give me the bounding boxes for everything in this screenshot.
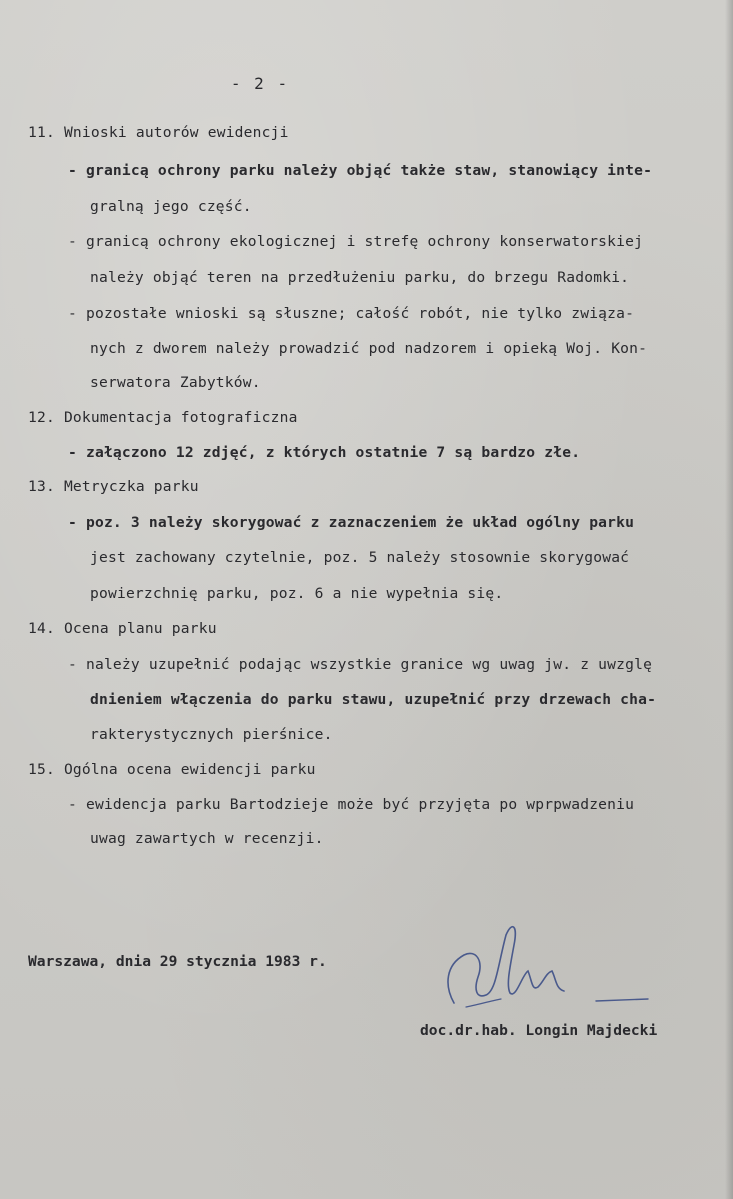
section-14-line-3: rakterystycznych pierśnice. [90, 726, 333, 743]
section-11-heading: 11. Wnioski autorów ewidencji [28, 124, 289, 141]
section-11-line-1: - granicą ochrony parku należy objąć także staw, stanowiący inte- [68, 162, 653, 179]
signatory-name: doc.dr.hab. Longin Majdecki [420, 1022, 658, 1039]
section-15-heading: 15. Ogólna ocena ewidencji parku [28, 761, 316, 778]
section-12-line-1: - załączono 12 zdjęć, z których ostatnie 7 są bardzo złe. [68, 444, 581, 461]
section-15-line-2: uwag zawartych w recenzji. [90, 830, 324, 847]
section-11-line-5: - pozostałe wnioski są słuszne; całość robót, nie tylko związa- [68, 305, 635, 322]
section-11-line-6: nych z dworem należy prowadzić pod nadzorem i opieką Woj. Kon- [90, 340, 648, 357]
section-15-line-1: - ewidencja parku Bartodzieje może być przyjęta po wprpwadzeniu [68, 796, 635, 813]
section-14-line-2: dnieniem włączenia do parku stawu, uzupełnić przy drzewach cha- [90, 691, 657, 708]
section-13-line-1: - poz. 3 należy skorygować z zaznaczeniem że układ ogólny parku [68, 514, 635, 531]
section-11-line-7: serwatora Zabytków. [90, 374, 261, 391]
section-11-line-3: - granicą ochrony ekologicznej i strefę ochrony konserwatorskiej [68, 233, 644, 250]
page-number: - 2 - [230, 74, 290, 93]
section-12-heading: 12. Dokumentacja fotograficzna [28, 409, 298, 426]
handwritten-signature [436, 915, 656, 1025]
section-13-heading: 13. Metryczka parku [28, 478, 199, 495]
section-11-line-2: gralną jego część. [90, 198, 252, 215]
section-13-line-2: jest zachowany czytelnie, poz. 5 należy stosownie skorygować [90, 549, 630, 566]
date-line: Warszawa, dnia 29 stycznia 1983 r. [28, 953, 327, 970]
page-edge-shadow [725, 0, 733, 1199]
section-14-line-1: - należy uzupełnić podając wszystkie granice wg uwag jw. z uwzglę [68, 656, 653, 673]
section-11-line-4: należy objąć teren na przedłużeniu parku, do brzegu Radomki. [90, 269, 630, 286]
section-13-line-3: powierzchnię parku, poz. 6 a nie wypełnia się. [90, 585, 504, 602]
section-14-heading: 14. Ocena planu parku [28, 620, 217, 637]
